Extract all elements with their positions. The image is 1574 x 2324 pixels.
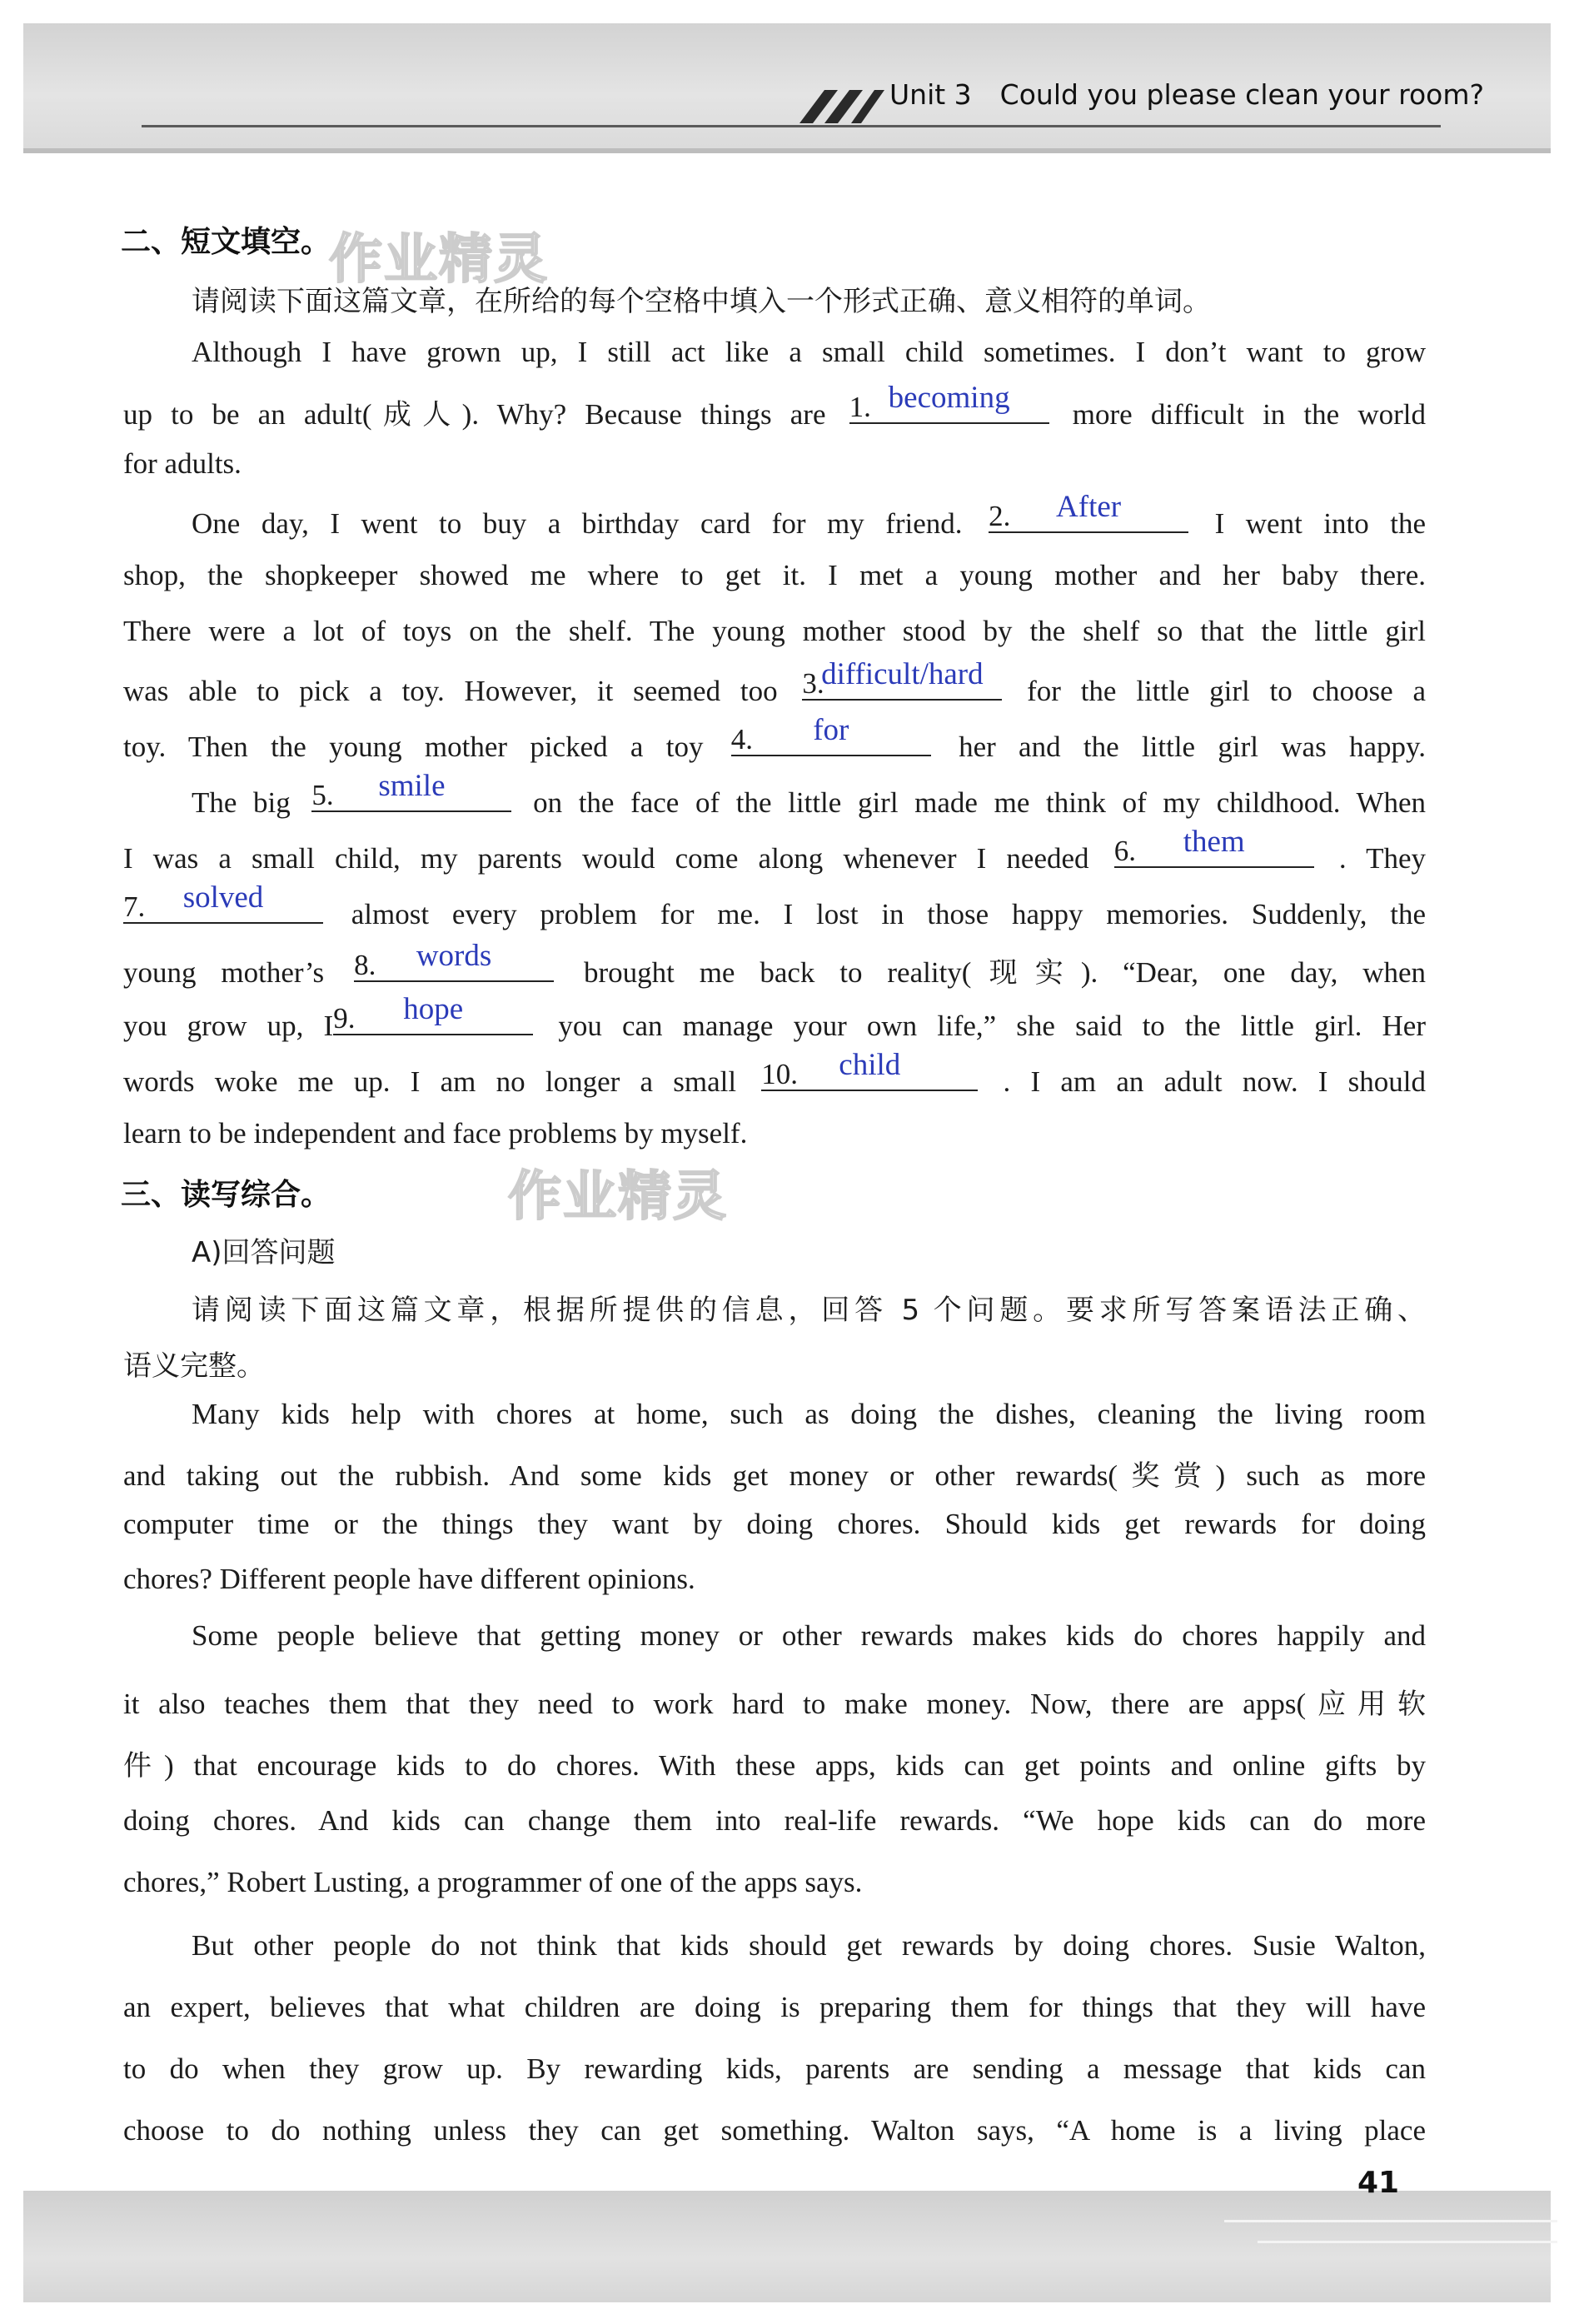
answer-2: After: [1056, 490, 1122, 524]
passage-line: words woke me up. I am no longer a small 10. child . I am an adult now. I should: [123, 1048, 1427, 1098]
answer-8: words: [416, 939, 492, 973]
answer-6: them: [1183, 825, 1245, 859]
section2-heading: 二、短文填空。: [121, 225, 331, 259]
passage-line: young mother’s 8. words brought me back to reality(现实). “Dear, one day, when: [123, 939, 1427, 990]
passage-line: you grow up, I 9. hope you can manage your own life,” she said to the little girl. Her: [123, 992, 1427, 1042]
blank-6[interactable]: 6. them: [1114, 838, 1314, 868]
passage-line: Although I have grown up, I still act like a small child sometimes. I don’t want to grow: [192, 336, 1426, 368]
watermark: 作业精灵: [508, 1166, 728, 1228]
article-line: and taking out the rubbish. And some kids get money or other rewards(奖赏) such as more: [123, 1459, 1426, 1493]
unit-label: Unit 3: [889, 78, 972, 111]
passage-line: I was a small child, my parents would come along whenever I needed 6. them . They: [123, 825, 1427, 875]
article-line: chores? Different people have different opinions.: [123, 1563, 695, 1595]
article-line: 件) that encourage kids to do chores. With these apps, kids can get points and online gifts by: [123, 1749, 1426, 1783]
answer-10: child: [839, 1048, 901, 1082]
blank-2[interactable]: 2. After: [989, 503, 1188, 533]
answer-5: smile: [378, 769, 446, 803]
answer-9: hope: [403, 992, 464, 1026]
blank-7[interactable]: 7. solved: [123, 894, 323, 924]
passage-line: The big 5. smile on the face of the little girl made me think of my childhood. When: [192, 769, 1427, 819]
answer-3: difficult/hard: [821, 657, 984, 691]
passage-line: for adults.: [123, 447, 242, 480]
answer-4: for: [813, 713, 849, 747]
footer-decoration: [1224, 2220, 1557, 2222]
unit-title: Could you please clean your room?: [999, 78, 1484, 111]
article-line: doing chores. And kids can change them into real-life rewards. “We hope kids can do more: [123, 1804, 1426, 1837]
article-line: it also teaches them that they need to work hard to make money. Now, there are apps(应用软: [123, 1688, 1427, 1721]
article-line: computer time or the things they want by doing chores. Should kids get rewards for doing: [123, 1508, 1426, 1540]
passage-line: toy. Then the young mother picked a toy 4. for her and the little girl was happy.: [123, 713, 1427, 763]
blank-1[interactable]: 1. becoming: [849, 394, 1049, 424]
header-slash-decoration: [791, 85, 891, 125]
answer-1: becoming: [888, 381, 1010, 415]
article-line: chores,” Robert Lusting, a programmer of one of the apps says.: [123, 1866, 863, 1898]
blank-8[interactable]: 8. words: [354, 952, 554, 982]
footer-band: [23, 2191, 1551, 2302]
article-line: But other people do not think that kids should get rewards by doing chores. Susie Walton,: [192, 1929, 1426, 1962]
passage-line: learn to be independent and face problems by myself.: [123, 1117, 748, 1150]
section2-instruction: 请阅读下面这篇文章，在所给的每个空格中填入一个形式正确、意义相符的单词。: [192, 285, 1211, 318]
passage-line: There were a lot of toys on the shelf. The young mother stood by the shelf so that the little girl: [123, 615, 1426, 647]
blank-10[interactable]: 10. child: [761, 1061, 978, 1091]
footer-decoration: [1258, 2241, 1557, 2243]
passage-line: up to be an adult(成人). Why? Because things are 1. becoming more difficult in the world: [123, 381, 1426, 431]
passage-line: 7. solved almost every problem for me. I lost in those happy memories. Suddenly, the: [123, 880, 1426, 930]
section3-instruction: 语义完整。: [123, 1349, 265, 1383]
article-line: to do when they grow up. By rewarding kids, parents are sending a message that kids can: [123, 2052, 1426, 2085]
blank-5[interactable]: 5. smile: [311, 782, 511, 812]
blank-3[interactable]: 3. difficult/hard: [802, 671, 1002, 701]
article-line: Some people believe that getting money or other rewards makes kids do chores happily and: [192, 1619, 1426, 1652]
section3-heading: 三、读写综合。: [121, 1178, 331, 1212]
blank-9[interactable]: 9. hope: [333, 1005, 533, 1035]
answer-7: solved: [182, 880, 264, 915]
watermark: 作业精灵: [329, 229, 549, 291]
article-line: Many kids help with chores at home, such as doing the dishes, cleaning the living room: [192, 1398, 1426, 1430]
article-line: choose to do nothing unless they can get something. Walton says, “A home is a living place: [123, 2114, 1426, 2147]
article-line: an expert, believes that what children are doing is preparing them for things that they will have: [123, 1991, 1426, 2023]
blank-4[interactable]: 4. for: [731, 726, 931, 756]
passage-line: was able to pick a toy. However, it seemed too 3. difficult/hard for the little girl to choose a: [123, 657, 1426, 707]
page-number: 41: [1357, 2166, 1400, 2200]
passage-line: shop, the shopkeeper showed me where to get it. I met a young mother and her baby there.: [123, 559, 1426, 591]
passage-line: One day, I went to buy a birthday card for my friend. 2. After I went into the: [192, 490, 1427, 540]
running-header: [889, 78, 1484, 111]
section3-subheading: A)回答问题: [192, 1236, 336, 1269]
header-rule: [142, 125, 1441, 127]
section3-instruction: 请阅读下面这篇文章，根据所提供的信息，回答 5 个问题。要求所写答案语法正确、: [192, 1294, 1426, 1327]
